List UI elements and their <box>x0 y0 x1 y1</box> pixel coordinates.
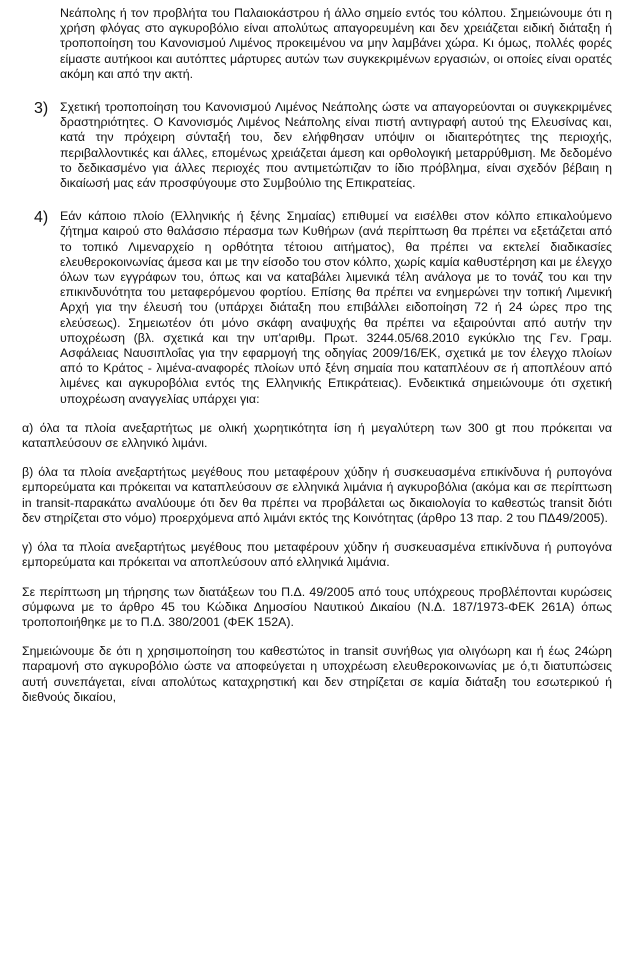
list-item-text: Σχετική τροποποίηση του Κανονισμού Λιμένος Νεάπολης ώστε να απαγορεύονται οι συγκεκριμένες δραστηριότητες. Ο Κανονισμός Λιμένος Νεάπολης είναι πιστή αντιγραφή αυτού της Ελευσίνας και, κατά την πρόχειρη σύνταξή του, δεν ελήφθησαν υπόψιν οι ιδιαιτερότητες της περιοχής, περιβαλλοντικές και άλλες, επομένως χρειάζεται άμεση και ορθολογική μεταρρύθμιση. Με δεδομένο το δεδικασμένο για άλλες περιοχές που αντιμετώπιζαν το ίδιο πρόβλημα, είναι σχεδόν βέβαιη η δικαίωσή μας εάν προσφύγουμε στο Συμβούλιο της Επικρατείας. <box>60 100 612 191</box>
clause-c-paragraph: γ) όλα τα πλοία ανεξαρτήτως μεγέθους που μεταφέρουν χύδην ή συσκευασμένα επικίνδυνα ή ρυπογόνα εμπορεύματα και πρόκειται να αποπλεύσουν από ελληνικά λιμάνια. <box>22 540 612 570</box>
list-item-number: 3) <box>34 100 49 118</box>
clause-a-paragraph: α) όλα τα πλοία ανεξαρτήτως με ολική χωρητικότητα ίση ή μεγαλύτερη των 300 gt που πρόκειται να καταπλεύσουν σε ελληνικό λιμάνι. <box>22 420 612 451</box>
closing-paragraph: Σημειώνουμε δε ότι η χρησιμοποίηση του καθεστώτος in transit συνήθως για ολιγόωρη και ή έως 24ώρη παραμονή στο αγκυροβόλιο ώστε να αποφεύγεται η υποχρέωση ελευθεροκοινωνίας με ό,τι διατυπώσεις αυτή συνεπάγεται, είναι απολύτως καταχρηστική και δεν στηρίζεται σε καμία διάταξη του εσωτερικού ή διεθνούς δικαίου, <box>22 644 612 704</box>
sanctions-paragraph: Σε περίπτωση μη τήρησης των διατάξεων του Π.Δ. 49/2005 από τους υπόχρεους προβλέπονται κυρώσεις σύμφωνα με το άρθρο 45 του Κώδικα Δημοσίου Ναυτικού Δικαίου (Ν.Δ. 187/1973-ΦΕΚ 261Α) όπως τροποποιήθηκε με το Π.Δ. 380/2001 (ΦΕΚ 152Α). <box>22 584 612 629</box>
list-item-text: Εάν κάποιο πλοίο (Ελληνικής ή ξένης Σημαίας) επιθυμεί να εισέλθει στον κόλπο επικαλούμενο ζήτημα καιρού στο θαλάσσιο πέρασμα των Κυθήρων (ανά περίπτωση θα πρέπει να εξετάζεται από το τοπικό Λιμεναρχείο η ορθότητα τέτοιου αιτήματος), θα πρέπει να εκτελεί διαδικασίες ελευθεροκοινωνίας άμεσα και με την είσοδο του στον κόλπο, χωρίς καμία καθυστέρηση και με έλεγχο όλων των εγγράφων του, όπως και να καταβάλει λιμενικά τέλη ανάλογα με το τονάζ του και την επικινδυνότητα του μεταφερόμενου φορτίου. Επίσης θα πρέπει να ενημερώνει την τοπική Λιμενική Αρχή για την έλευσή του (υπάρχει διάταξη που επιβάλλει ειδοποίηση 72 ή 24 ώρες προ της ελεύσεως). Σημειωτέον ότι μόνο σκάφη αναψυχής θα πρέπει να εξαιρούνται από αυτήν την υποχρέωση (βλ. σχετικά και την υπ'αριθμ. Πρωτ. 3244.05/68.2010 εγκύκλιο της Γεν. Γραμ. Ασφάλειας Ναυσιπλοΐας για την εφαρμογή της οδηγίας 2009/16/ΕΚ, σχετικά με τον έλεγχο πλοίων από το Κράτος - λιμένα-αναφορές πλοίων υπό ξένη σημαία που καταπλέουν σε ή αποπλέουν από λιμένες και αγκυροβόλια εντός της Ελληνικής Επικράτειας). Ενδεικτικά σημειώνουμε ότι σχετική υποχρέωση αναγγελίας υπάρχει για: <box>60 209 612 406</box>
list-item-number: 4) <box>34 209 49 227</box>
intro-continuation-paragraph: Νεάπολης ή τον προβλήτα του Παλαιοκάστρου ή άλλο σημείο εντός του κόλπου. Σημειώνουμε ότι η χρήση φλόγας στο αγκυροβόλιο είναι απολύτως απαγορευμένη και δεν χρειάζεται ειδική διάταξη ή τροποποίηση του Κανονισμού Λιμένος προκειμένου να μην λαμβάνει χώρα. Κι όμως, πολλές φορές είμαστε αυτήκοοι και αυτόπτες μάρτυρες αυτών των συγκεκριμένων εργασιών, οι οποίες είναι ορατές ακόμη και από την ακτή. <box>60 6 612 81</box>
clause-b-paragraph: β) όλα τα πλοία ανεξαρτήτως μεγέθους που μεταφέρουν χύδην ή συσκευασμένα επικίνδυνα ή ρυπογόνα εμπορεύματα και πρόκειται να καταπλεύσουν σε ελληνικά λιμάνια ή αγκυροβόλια (ακόμα και σε περίπτωση in transit-παρακάτω αναλύουμε ότι δεν θα πρέπει να προβάλεται ως δικαιολογία το καθεστώς transit διότι δεν στηρίζεται στο νόμο) προερχόμενα από λιμάνι εκτός της Κοινότητας (άρθρο 13 παρ. 2 του ΠΔ49/2005). <box>22 465 612 525</box>
list-item-4 <box>34 209 612 407</box>
list-item-3 <box>34 100 612 191</box>
